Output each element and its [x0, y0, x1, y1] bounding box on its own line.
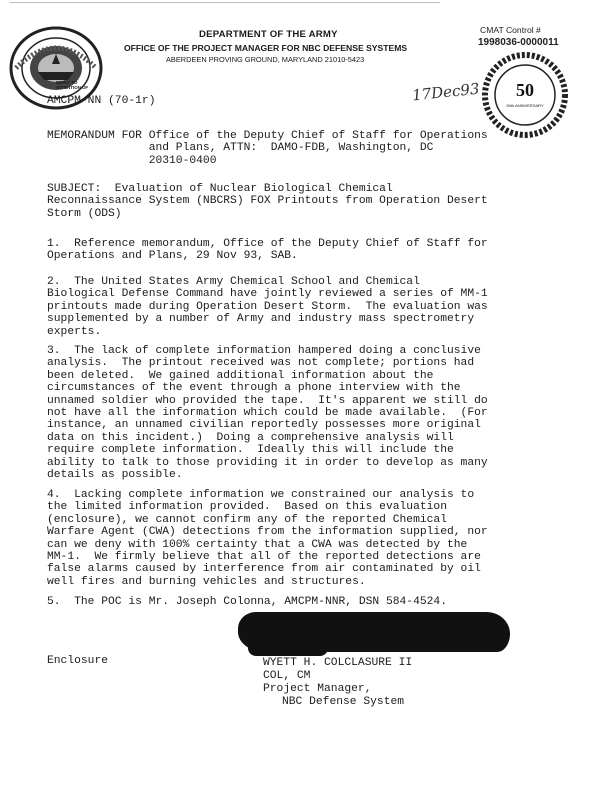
badge-number: 50	[516, 80, 534, 100]
anniversary-badge-icon	[480, 52, 570, 138]
cmat-control-number: 1998036-0000011	[478, 37, 559, 48]
reply-to-label: REPLY TO ATTENTION OF	[56, 80, 89, 90]
office-symbol: AMCPM-NN (70-1r)	[47, 95, 156, 107]
scan-top-line	[10, 2, 440, 3]
paragraph-5: 5. The POC is Mr. Joseph Colonna, AMCPM-NNR, DSN 584-4524.	[47, 596, 447, 608]
paragraph-1: 1. Reference memorandum, Office of the Deputy Chief of Staff for Operations and Plans, 29 Nov 93, SAB.	[47, 238, 488, 263]
signature-rank: COL, CM	[263, 670, 311, 682]
cmat-control-label: CMAT Control #	[480, 25, 541, 35]
office-title: OFFICE OF THE PROJECT MANAGER FOR NBC DEFENSE SYSTEMS	[124, 43, 408, 53]
paragraph-3: 3. The lack of complete information hampered doing a conclusive analysis. The printout received was not complete; portions had been deleted. We gained additional information about the circumstances of the event through a phone interview with the unnamed soldier who provided the tape. It's apparent we still do not have all the information which could be made available. (For instance, an unnamed civilian reportedly possesses more original data on this incident.) Doing a comprehensive analysis will require complete information. Ideally this will include the ability to talk to those providing it in order to develop as many details as possible.	[47, 345, 488, 482]
paragraph-2: 2. The United States Army Chemical School and Chemical Biological Defense Command have jointly reviewed a series of MM-1 printouts made during Operation Desert Storm. The evaluation was supplemented by a number of Army and industry mass spectrometry experts.	[47, 276, 488, 338]
paragraph-4: 4. Lacking complete information we constrained our analysis to the limited information provided. Based on this evaluation (enclosure), we cannot confirm any of the reported Chemical Warfare Agent (CWA) detections from the information supplied, nor can we deny with 100% certainty that a CWA was detected by the MM-1. We firmly believe that all of the reported detections are false alarms caused by interference from air contaminated by oil well fires and burning vehicles and structures.	[47, 489, 488, 588]
redacted-signature-tail	[248, 640, 328, 656]
signature-org: NBC Defense System	[282, 696, 405, 708]
badge-caption: 50th ANNIVERSARY	[506, 103, 544, 108]
department-title: DEPARTMENT OF THE ARMY	[199, 29, 338, 40]
signature-name: WYETT H. COLCLASURE II	[263, 657, 413, 669]
office-address: ABERDEEN PROVING GROUND, MARYLAND 21010-5423	[166, 55, 365, 64]
handwritten-date: 17Dec93	[411, 79, 481, 105]
enclosure-label: Enclosure	[47, 655, 109, 667]
signature-title: Project Manager,	[263, 683, 372, 695]
memorandum-for: MEMORANDUM FOR Office of the Deputy Chief of Staff for Operations and Plans, ATTN: DAMO-FDB, Washington, DC 20310-0400	[47, 130, 488, 167]
memo-subject: SUBJECT: Evaluation of Nuclear Biological Chemical Reconnaissance System (NBCRS) FOX Printouts from Operation Desert Storm (ODS)	[47, 183, 488, 220]
